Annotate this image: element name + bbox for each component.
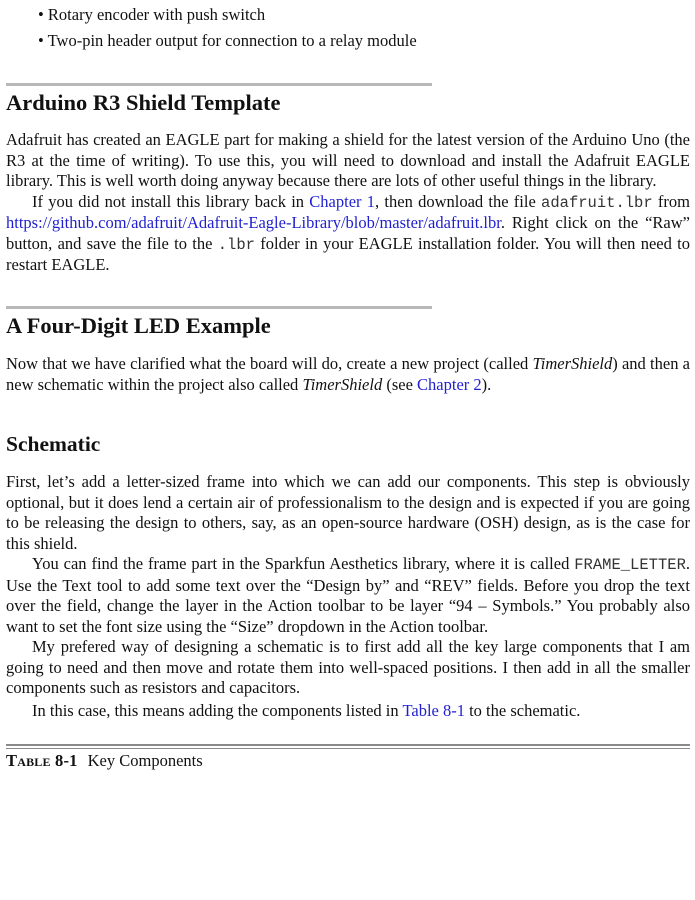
arduino-body bbox=[6, 130, 690, 276]
led-body bbox=[6, 354, 690, 395]
heading-led-example: A Four-Digit LED Example bbox=[6, 313, 271, 338]
table-caption bbox=[6, 750, 203, 772]
heading-schematic: Schematic bbox=[6, 432, 101, 456]
bullet-item: • Rotary encoder with push switch bbox=[38, 5, 266, 24]
paragraph: My prefered way of designing a schematic is to first add all the key large components that I am going to need and then move and rotate them into well-spaced positions. I then add in all the smaller components such as resistors and capacitors. bbox=[6, 637, 690, 697]
table-caption-label: Table 8-1 bbox=[6, 751, 78, 770]
section-divider bbox=[6, 83, 432, 86]
code-frame-letter: FRAME_LETTER bbox=[574, 556, 686, 574]
paragraph: First, let’s add a letter-sized frame into which we can add our components. This step is obviously optional, but it does lend a certain air of professionalism to the design and is expected if you are going to be releasing the design to others, say, as an open-source hardware (OSH) design, as is the case for this shield. bbox=[6, 472, 690, 553]
schematic-body bbox=[6, 472, 690, 721]
paragraph: In this case, this means adding the components listed in Table 8-1 to the schematic. bbox=[32, 700, 581, 720]
paragraph: Now that we have clarified what the board will do, create a new project (called TimerShield) and then a new schematic within the project also called TimerShield (see Chapter 2). bbox=[6, 354, 690, 394]
code-lbr: .lbr bbox=[217, 235, 255, 254]
github-url-link[interactable]: https://github.com/adafruit/Adafruit-Eagle-Library/blob/master/adafruit.lbr bbox=[6, 213, 501, 232]
table-caption-title: Key Components bbox=[87, 751, 203, 770]
bullet-list bbox=[38, 4, 678, 56]
chapter-2-link[interactable]: Chapter 2 bbox=[417, 374, 482, 394]
table-8-1-link[interactable]: Table 8-1 bbox=[402, 700, 465, 720]
paragraph: You can find the frame part in the Sparkfun Aesthetics library, where it is called FRAME_LETTER. Use the Text tool to add some text over the “Design by” and “REV” fields. Before you drop the text over the field, change the layer in the Action toolbar to be layer “94 – Symbols.” You probably also want to set the font size using the “Size” dropdown in the Action toolbar. bbox=[6, 554, 690, 636]
code-adafruit-lbr: adafruit.lbr bbox=[541, 193, 653, 212]
table-rule bbox=[6, 744, 690, 749]
heading-arduino-shield: Arduino R3 Shield Template bbox=[6, 90, 281, 115]
paragraph: If you did not install this library back in Chapter 1, then download the file adafruit.lbr from https://github.com/adafruit/Adafruit-Eagle-Library/blob/master/adafruit.lbr. Right click on the “Raw” button, and save the file to the .lbr folder in your EAGLE installation folder. You will then need to restart EAGLE. bbox=[6, 191, 690, 274]
chapter-1-link[interactable]: Chapter 1 bbox=[309, 191, 376, 211]
bullet-item: • Two-pin header output for connection to a relay module bbox=[38, 31, 417, 50]
section-divider bbox=[6, 306, 432, 309]
paragraph: Adafruit has created an EAGLE part for making a shield for the latest version of the Arduino Uno (the R3 at the time of writing). To use this, you will need to download and install the Adafruit EAGLE library. This is well worth doing anyway because there are lots of other useful things in the library. bbox=[6, 130, 690, 190]
